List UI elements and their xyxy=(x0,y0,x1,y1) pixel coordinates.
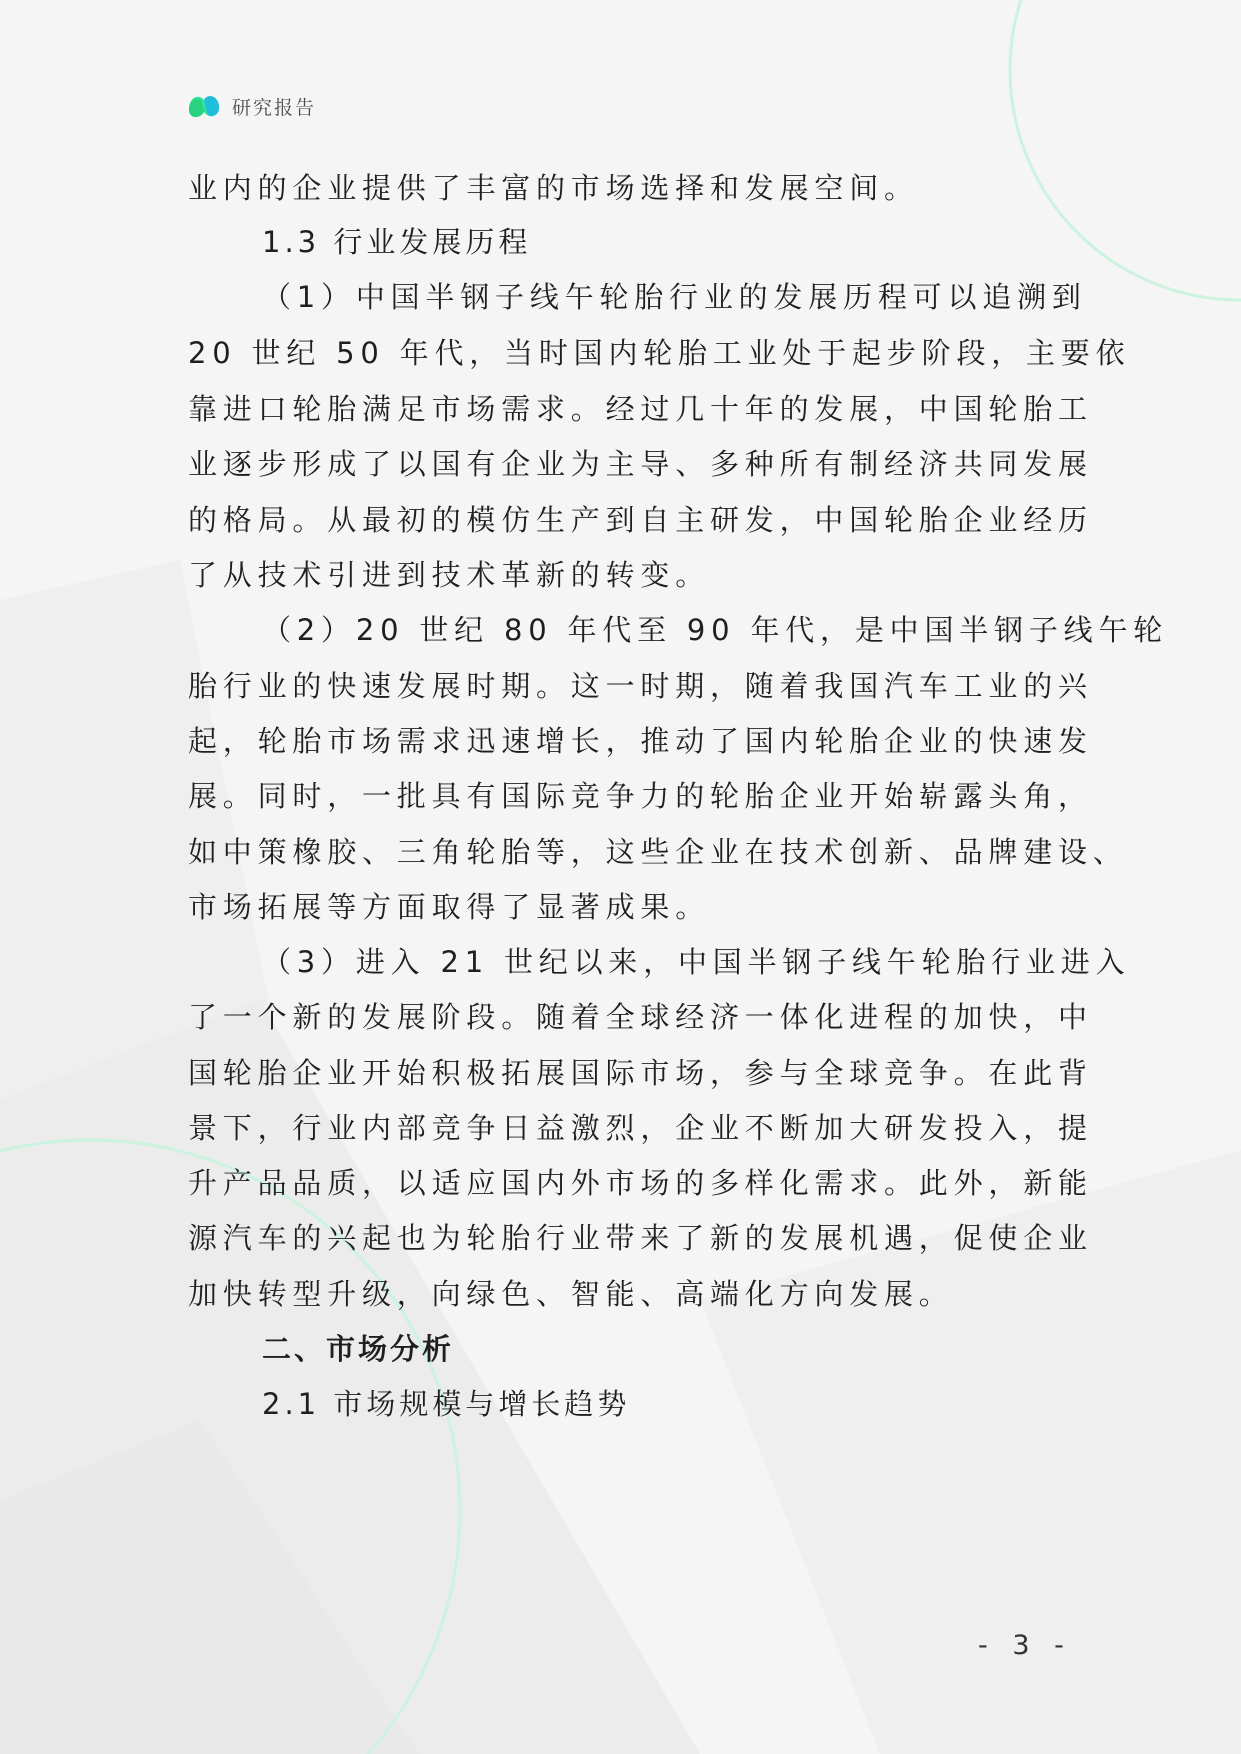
paragraph-3-line: （3）进入 21 世纪以来，中国半钢子线午轮胎行业进入 xyxy=(262,945,1131,979)
header-label: 研究报告 xyxy=(232,96,317,119)
paragraph-3-line: 国轮胎企业开始积极拓展国际市场，参与全球竞争。在此背 xyxy=(188,1056,1093,1090)
paragraph-2-line: 展。同时，一批具有国际竞争力的轮胎企业开始崭露头角， xyxy=(188,779,1093,813)
section-2-1-heading: 2.1 市场规模与增长趋势 xyxy=(262,1387,631,1421)
paragraph-3-line: 加快转型升级，向绿色、智能、高端化方向发展。 xyxy=(188,1277,954,1311)
paragraph-1-line: 20 世纪 50 年代，当时国内轮胎工业处于起步阶段，主要依 xyxy=(188,336,1131,370)
paragraph-1-line: 了从技术引进到技术革新的转变。 xyxy=(188,558,711,592)
paragraph-1-line: 的格局。从最初的模仿生产到自主研发，中国轮胎企业经历 xyxy=(188,503,1093,537)
section-2-heading: 二、市场分析 xyxy=(262,1332,455,1366)
leaf-logo-icon xyxy=(186,88,222,124)
continuation-line: 业内的企业提供了丰富的市场选择和发展空间。 xyxy=(188,171,919,205)
page-number: - 3 - xyxy=(978,1630,1072,1661)
paragraph-2-line: 胎行业的快速发展时期。这一时期，随着我国汽车工业的兴 xyxy=(188,669,1093,703)
paragraph-3-line: 源汽车的兴起也为轮胎行业带来了新的发展机遇，促使企业 xyxy=(188,1221,1093,1255)
paragraph-1-line: 业逐步形成了以国有企业为主导、多种所有制经济共同发展 xyxy=(188,447,1093,481)
paragraph-3-line: 升产品品质，以适应国内外市场的多样化需求。此外，新能 xyxy=(188,1166,1093,1200)
section-1-3-heading: 1.3 行业发展历程 xyxy=(262,225,532,259)
report-header xyxy=(186,86,316,126)
paragraph-3-line: 了一个新的发展阶段。随着全球经济一体化进程的加快，中 xyxy=(188,1000,1093,1034)
paragraph-2-line: （2）20 世纪 80 年代至 90 年代，是中国半钢子线午轮 xyxy=(262,613,1169,647)
paragraph-2-line: 起，轮胎市场需求迅速增长，推动了国内轮胎企业的快速发 xyxy=(188,724,1093,758)
paragraph-1-line: 靠进口轮胎满足市场需求。经过几十年的发展，中国轮胎工 xyxy=(188,392,1093,426)
paragraph-2-line: 市场拓展等方面取得了显著成果。 xyxy=(188,890,711,924)
paragraph-2-line: 如中策橡胶、三角轮胎等，这些企业在技术创新、品牌建设、 xyxy=(188,835,1128,869)
paragraph-3-line: 景下，行业内部竞争日益激烈，企业不断加大研发投入，提 xyxy=(188,1111,1093,1145)
paragraph-1-line: （1）中国半钢子线午轮胎行业的发展历程可以追溯到 xyxy=(262,280,1087,314)
